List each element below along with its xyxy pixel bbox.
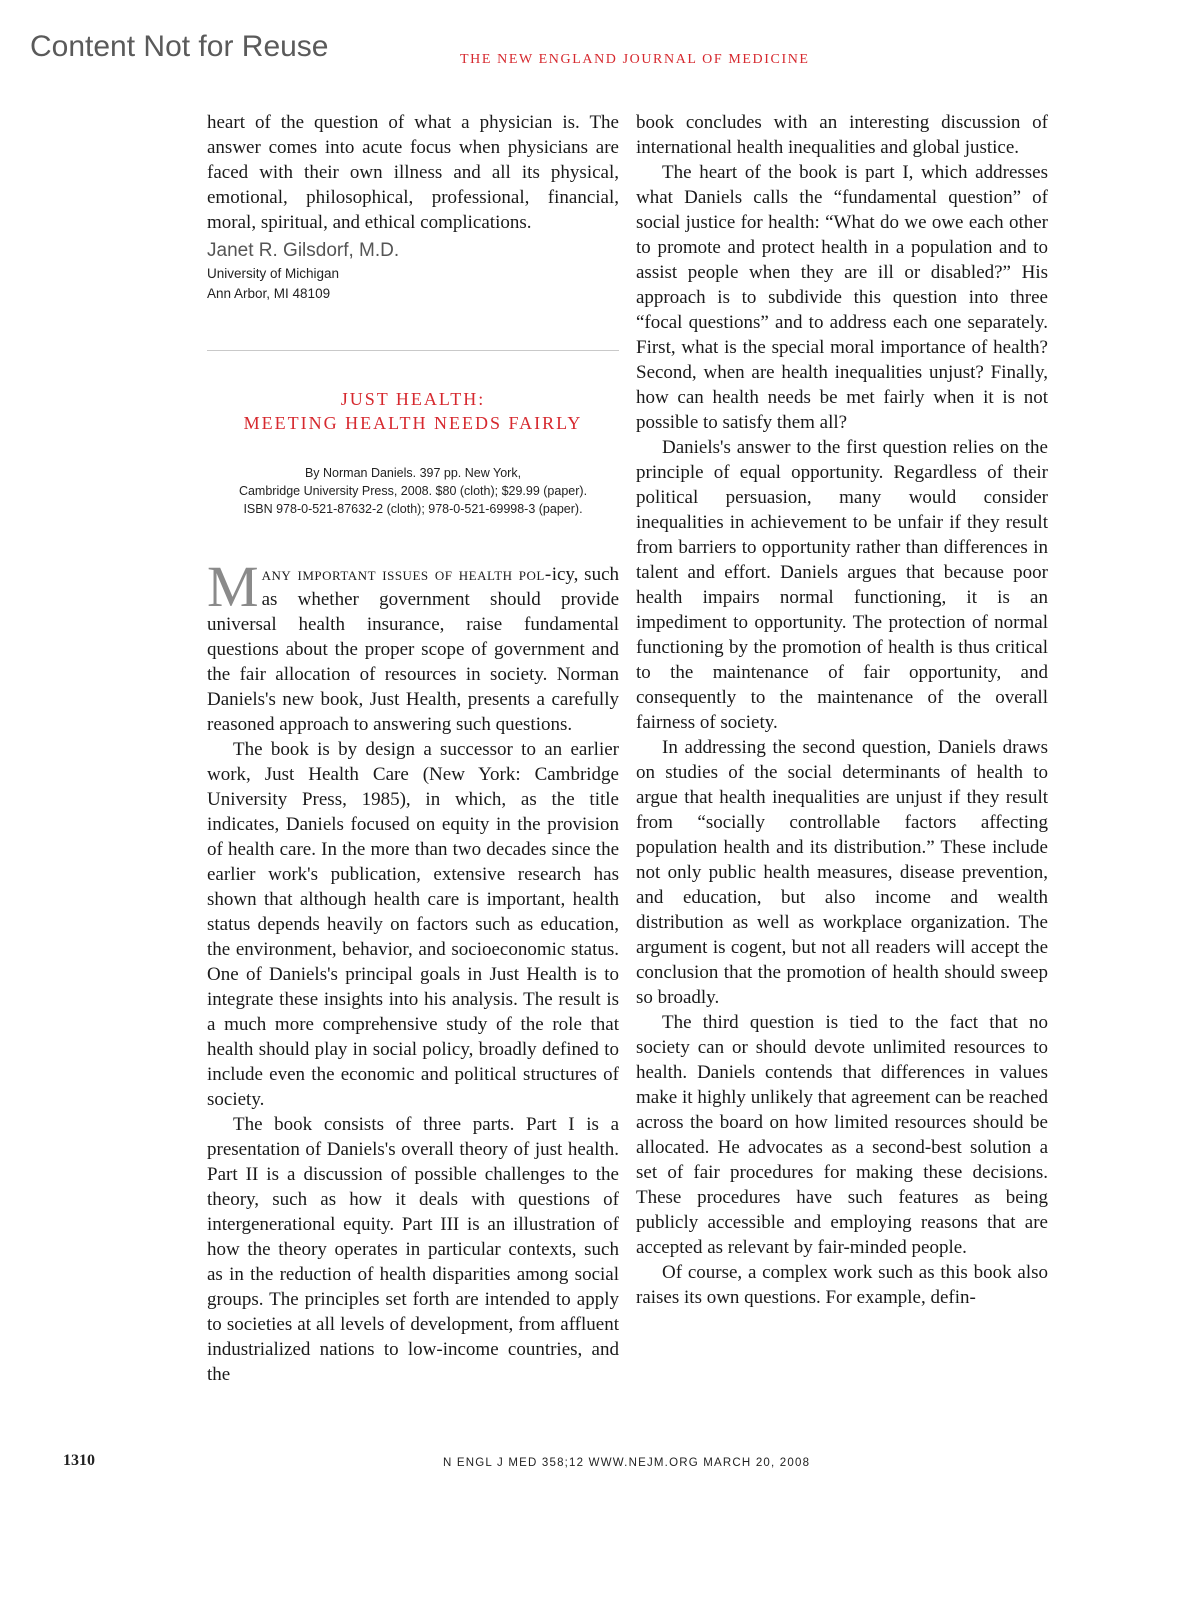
- review-paragraph-2: The book is by design a successor to an earlier work, Just Health Care (New York: Cambridge University Press, 1985), in which, as the title indicates, Daniels focused on equity in the provision of health care. In the more than two decades since the earlier work's publication, extensive research has shown that although health care is important, health status depends heavily on factors such as education, the environment, behavior, and socioeconomic status. One of Daniels's principal goals in Just Health is to integrate these insights into his analysis. The result is a much more comprehensive study of the role that health should play in social policy, broadly defined to include even the economic and political structures of society.: [207, 739, 619, 1110]
- review-paragraph-3: The book consists of three parts. Part I is a presentation of Daniels's overall theory of just health. Part II is a discussion of possible challenges to the theory, such as how it deals with questions of intergenerational equity. Part III is an illustration of how the theory operates in particular contexts, such as in the reduction of health disparities among social groups. The principles set forth are intended to apply to societies at all levels of development, from affluent industrialized nations to low-income countries, and the: [207, 1114, 619, 1385]
- previous-review-author: Janet R. Gilsdorf, M.D.: [207, 240, 400, 261]
- review-title-line1: JUST HEALTH:: [340, 389, 486, 409]
- right-column: [636, 110, 1048, 1310]
- previous-review-closing: heart of the question of what a physician is. The answer comes into acute focus when physicians are faced with their own illness and all its physical, emotional, philosophical, professional, financial, moral, spiritual, and ethical complications.: [207, 112, 619, 233]
- author-affiliation-line2: Ann Arbor, MI 48109: [207, 286, 331, 301]
- book-byline: [207, 464, 619, 518]
- review-paragraph-3-continued: book concludes with an interesting discussion of international health inequalities and global justice.: [636, 112, 1048, 158]
- journal-citation: N ENGL J MED 358;12 WWW.NEJM.ORG MARCH 20, 2008: [443, 1457, 811, 1469]
- review-paragraph-6: In addressing the second question, Daniels draws on studies of the social determinants of health to argue that health inequalities are unjust if they result from “socially controllable factors affecting population health and its distribution.” These include not only public health measures, disease prevention, and education, but also income and wealth distribution as well as workplace organization. The argument is cogent, but not all readers will accept the conclusion that the promotion of health should sweep so broadly.: [636, 737, 1048, 1008]
- byline-line3: ISBN 978-0-521-87632-2 (cloth); 978-0-521-69998-3 (paper).: [243, 502, 583, 516]
- section-divider: [207, 350, 619, 351]
- left-column: [207, 110, 619, 1387]
- review-title-line2: MEETING HEALTH NEEDS FAIRLY: [243, 413, 583, 433]
- paragraph-1-text: icy, such as whether government should provide universal health insurance, raise fundamental questions about the proper scope of government and the fair allocation of resources in society. Norman Daniels's new book, Just Health, presents a carefully reasoned approach to answering such questions.: [207, 564, 619, 735]
- review-title: [207, 387, 619, 435]
- review-paragraph-7: The third question is tied to the fact that no society can or should devote unlimited resources to health. Daniels contends that differences in values make it highly unlikely that agreement can be reached across the board on how limited resources should be allocated. He advocates as a second-best solution a set of fair procedures for making these decisions. These procedures have such features as being publicly accessible and employing reasons that are accepted as relevant by fair-minded people.: [636, 1012, 1048, 1258]
- review-paragraph-5: Daniels's answer to the first question relies on the principle of equal opportunity. Regardless of their political persuasion, many would consider inequalities in achievement to be unfair if they result from barriers to opportunity rather than differences in talent and effort. Daniels argues that because poor health impairs normal functioning, it is an impediment to opportunity. The protection of normal functioning by the promotion of health is thus critical to the maintenance of fair opportunity, and consequently to the maintenance of the overall fairness of society.: [636, 437, 1048, 733]
- review-paragraph-8: Of course, a complex work such as this book also raises its own questions. For example, defin-: [636, 1262, 1048, 1308]
- review-paragraph-1: [207, 554, 619, 737]
- byline-line1: By Norman Daniels. 397 pp. New York,: [304, 466, 522, 480]
- author-affiliation-line1: University of Michigan: [207, 266, 340, 281]
- drop-cap: M: [207, 554, 259, 619]
- lead-in-smallcaps: any important issues of health pol-: [261, 564, 552, 585]
- review-paragraph-4: The heart of the book is part I, which addresses what Daniels calls the “fundamental question” of social justice for health: “What do we owe each other to promote and protect health in a population and to assist people when they are ill or disabled?” His approach is to subdivide this question into three “focal questions” and to address each one separately. First, what is the special moral importance of health? Second, when are health inequalities unjust? Finally, how can health needs be met fairly when it is not possible to satisfy them all?: [636, 162, 1048, 433]
- byline-line2: Cambridge University Press, 2008. $80 (cloth); $29.99 (paper).: [238, 484, 588, 498]
- journal-running-head: THE NEW ENGLAND JOURNAL OF MEDICINE: [460, 52, 810, 67]
- watermark: Content Not for Reuse: [30, 30, 329, 63]
- page-number: 1310: [63, 1452, 95, 1469]
